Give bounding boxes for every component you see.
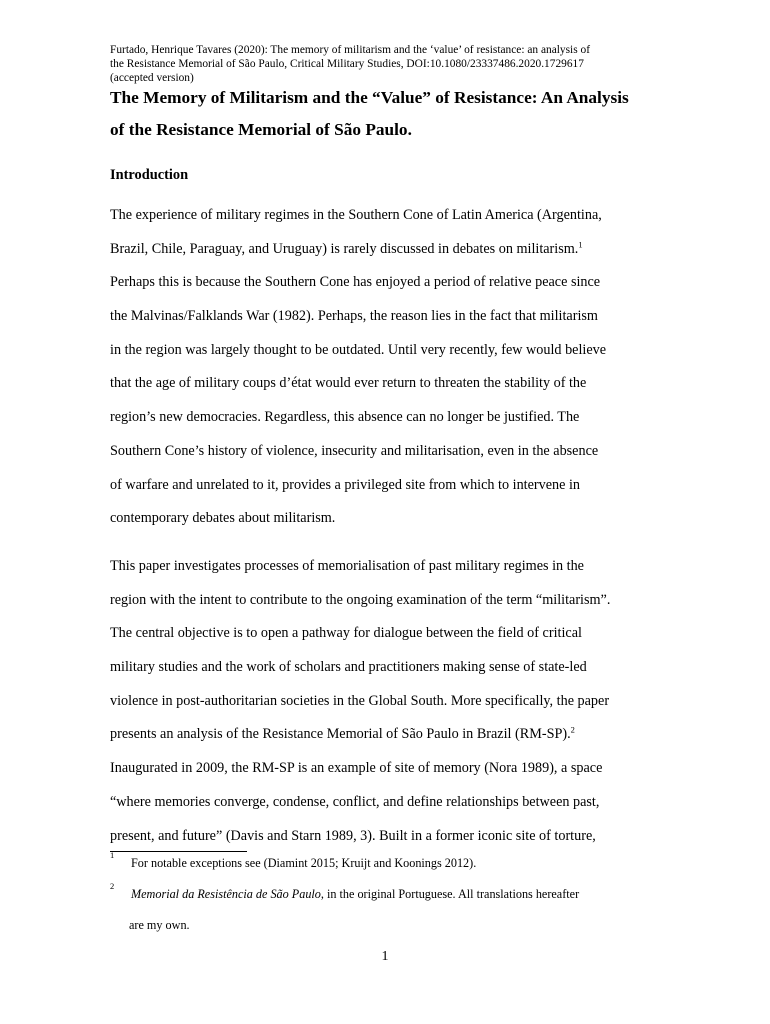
paragraph-2 — [110, 555, 670, 858]
citation-line-2: the Resistance Memorial of São Paulo, Critical Military Studies, DOI:10.1080/23337486.2020.1729617 — [110, 58, 584, 71]
paragraph-line: present, and future” (Davis and Starn 1989, 3). Built in a former iconic site of torture, — [110, 827, 596, 844]
paragraph-line — [110, 238, 670, 272]
footnote-text: For notable exceptions see (Diamint 2015; Kruijt and Koonings 2012). — [131, 856, 477, 870]
paragraph-1 — [110, 204, 670, 541]
footnote-text — [131, 884, 579, 904]
paragraph-line: the Malvinas/Falklands War (1982). Perhaps, the reason lies in the fact that militarism — [110, 308, 598, 325]
paragraph-line: The experience of military regimes in the Southern Cone of Latin America (Argentina, — [110, 207, 602, 223]
footnote-number: 2 — [110, 881, 115, 891]
paragraph-line — [110, 723, 670, 757]
footnote-italic-title: Memorial da Resistência de São Paulo — [131, 887, 321, 901]
citation-header — [110, 43, 670, 86]
paragraph-line: Inaugurated in 2009, the RM-SP is an example of site of memory (Nora 1989), a space — [110, 760, 603, 777]
paragraph-line-text: presents an analysis of the Resistance Memorial of São Paulo in Brazil (RM-SP). — [110, 726, 571, 743]
paragraph-line: of warfare and unrelated to it, provides a privileged site from which to intervene in — [110, 476, 580, 493]
paragraph-line: that the age of military coups d’état would ever return to threaten the stability of the — [110, 375, 587, 392]
paragraph-line: region with the intent to contribute to the ongoing examination of the term “militarism”. — [110, 591, 611, 608]
title-line-2: of the Resistance Memorial of São Paulo. — [110, 120, 412, 139]
paragraph-line: in the region was largely thought to be outdated. Until very recently, few would believe — [110, 341, 607, 358]
footnote-continuation: are my own. — [129, 918, 190, 932]
footnote-number: 1 — [110, 850, 115, 860]
paragraph-line: military studies and the work of scholars and practitioners making sense of state-led — [110, 659, 587, 676]
footnote-ref-1[interactable]: 1 — [578, 238, 583, 249]
footnote-text-rest: , in the original Portuguese. All translations hereafter — [320, 887, 580, 901]
paragraph-line: region’s new democracies. Regardless, this absence can no longer be justified. The — [110, 409, 580, 426]
paragraph-line: Southern Cone’s history of violence, insecurity and militarisation, even in the absence — [110, 442, 599, 459]
footnote-ref-2[interactable]: 2 — [570, 724, 575, 735]
paragraph-line-text: Brazil, Chile, Paraguay, and Uruguay) is rarely discussed in debates on militarism. — [110, 240, 579, 257]
paragraph-line: violence in post-authoritarian societies in the Global South. More specifically, the paper — [110, 692, 610, 709]
footnote-separator — [110, 851, 247, 852]
citation-line-1: Furtado, Henrique Tavares (2020): The memory of militarism and the ‘value’ of resistance: an analysis of — [110, 44, 590, 56]
paragraph-line: contemporary debates about militarism. — [110, 510, 336, 527]
paragraph-line: Perhaps this is because the Southern Cone has enjoyed a period of relative peace since — [110, 274, 601, 291]
paragraph-line: This paper investigates processes of memorialisation of past military regimes in the — [110, 558, 584, 574]
section-heading: Introduction — [110, 167, 189, 183]
paper-title — [110, 84, 670, 148]
title-line-1: The Memory of Militarism and the “Value” of Resistance: An Analysis — [110, 88, 629, 107]
paragraph-line: The central objective is to open a pathway for dialogue between the field of critical — [110, 625, 582, 642]
citation-line-3: (accepted version) — [110, 72, 194, 85]
page-number: 1 — [381, 949, 389, 964]
paragraph-line: “where memories converge, condense, conflict, and define relationships between past, — [110, 793, 600, 810]
